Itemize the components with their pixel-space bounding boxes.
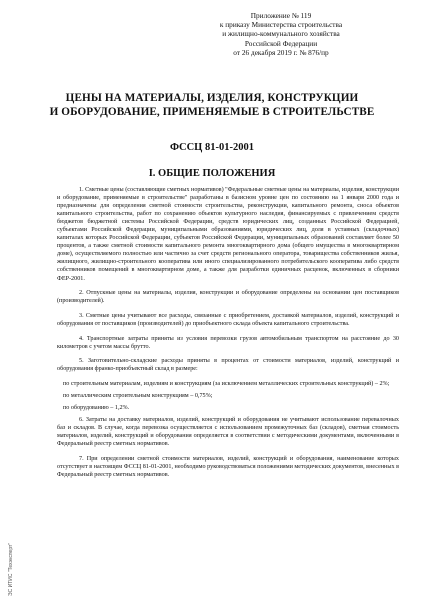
paragraph-7: 7. При определении сметной стоимости материалов, изделий, конструкций и оборудования, наименование которых отсутствует в настоящем ФССЦ 81-01-2001, необходимо руководствоваться положениями методических документов, внесенных в Федеральный реестр сметных нормативов. xyxy=(57,455,399,478)
section-heading: I. ОБЩИЕ ПОЛОЖЕНИЯ xyxy=(148,168,276,179)
appendix-header xyxy=(181,11,381,57)
title-line-2: И ОБОРУДОВАНИЕ, ПРИМЕНЯЕМЫЕ В СТРОИТЕЛЬСТВЕ xyxy=(49,105,375,118)
rate-materials: по строительным материалам, изделиям и конструкциям (за исключением металлических строительных конструкций) – 2%; xyxy=(63,380,390,387)
rate-equipment: по оборудованию – 1,2%. xyxy=(63,405,130,411)
paragraph-2: 2. Отпускные цены на материалы, изделия, конструкции и оборудование определены на основании цен поставщиков (производителей). xyxy=(57,290,399,305)
appendix-line: Приложение № 119 xyxy=(250,11,312,20)
paragraph-6: 6. Затраты на доставку материалов, изделий, конструкций и оборудования не учитывают использование перевалочных баз и складов. В случае, когда перевозка осуществляется с использованием промежуточных баз (складов), сметная стоимость материалов, изделий, конструкций и оборудования определяется в соответствии с методическими документами, включенными в Федеральный реестр сметных нормативов. xyxy=(57,417,399,448)
appendix-line: и жилищно-коммунального хозяйства xyxy=(222,29,340,39)
appendix-line: Российской Федерации xyxy=(244,38,318,48)
paragraph-5: 5. Заготовительно-складские расходы приняты в процентах от стоимости материалов, изделий, конструкций и оборудования франко-приобъектный склад в размере: xyxy=(57,358,399,373)
title-line-1: ЦЕНЫ НА МАТЕРИАЛЫ, ИЗДЕЛИЯ, КОНСТРУКЦИИ xyxy=(65,92,359,104)
appendix-line: к приказу Министерства строительства xyxy=(219,20,343,30)
paragraph-4: 4. Транспортные затраты приняты из условия перевозки грузов автомобильным транспортом на расстояние до 30 километров с учетом массы брутто. xyxy=(57,335,399,350)
document-body xyxy=(57,186,399,486)
paragraph-3: 3. Сметные цены учитывают все расходы, связанные с приобретением, доставкой материалов, изделий, конструкций и оборудования от поставщиков (производителей) до приобъектного склада объекта капитального строительства. xyxy=(57,312,399,327)
rate-metal-structures: по металлическим строительным конструкциям – 0,75%; xyxy=(63,392,213,399)
side-watermark xyxy=(6,510,14,596)
document-title xyxy=(30,92,394,119)
document-code: ФССЦ 81-01-2001 xyxy=(170,142,254,153)
appendix-line: от 26 декабря 2019 г. № 876/пр xyxy=(233,47,329,57)
side-watermark-text: ЭС ИТИС "Техэксперт" xyxy=(8,542,14,596)
paragraph-1: 1. Сметные цены (составляющие сметных нормативов) "Федеральные сметные цены на материалы, изделия, конструкции и оборудование, применяемые в строительстве" разработаны в базисном уровне цен по состоянию на 1 января 2000 года и предназначены для определения сметной стоимости строительства, реконструкции, капитального ремонта, сноса объектов капитального строительства, работ по сохранению объектов культурного наследия, финансируемых с привлечением средств бюджетов бюджетной системы Российской Федерации, средств юридических лиц, созданных Российской Федерацией, субъектами Российской Федерации, муниципальными образованиями, юридических лиц, доля в уставных (складочных) капиталах которых Российской Федерации, субъектов Российской Федерации, муниципальных образований составляет более 50 процентов, а также сметной стоимости капитального ремонта многоквартирного дома (общего имущества в многоквартирном доме), осуществляемого полностью или частично за счет средств регионального оператора, товарищества собственников жилья, жилищного, жилищно-строительного кооператива или иного специализированного потребительского кооператива либо средств собственников помещений в многоквартирном доме, а также для разработки единичных расценок, включенных в сборники ФЕР-2001. xyxy=(57,187,399,282)
